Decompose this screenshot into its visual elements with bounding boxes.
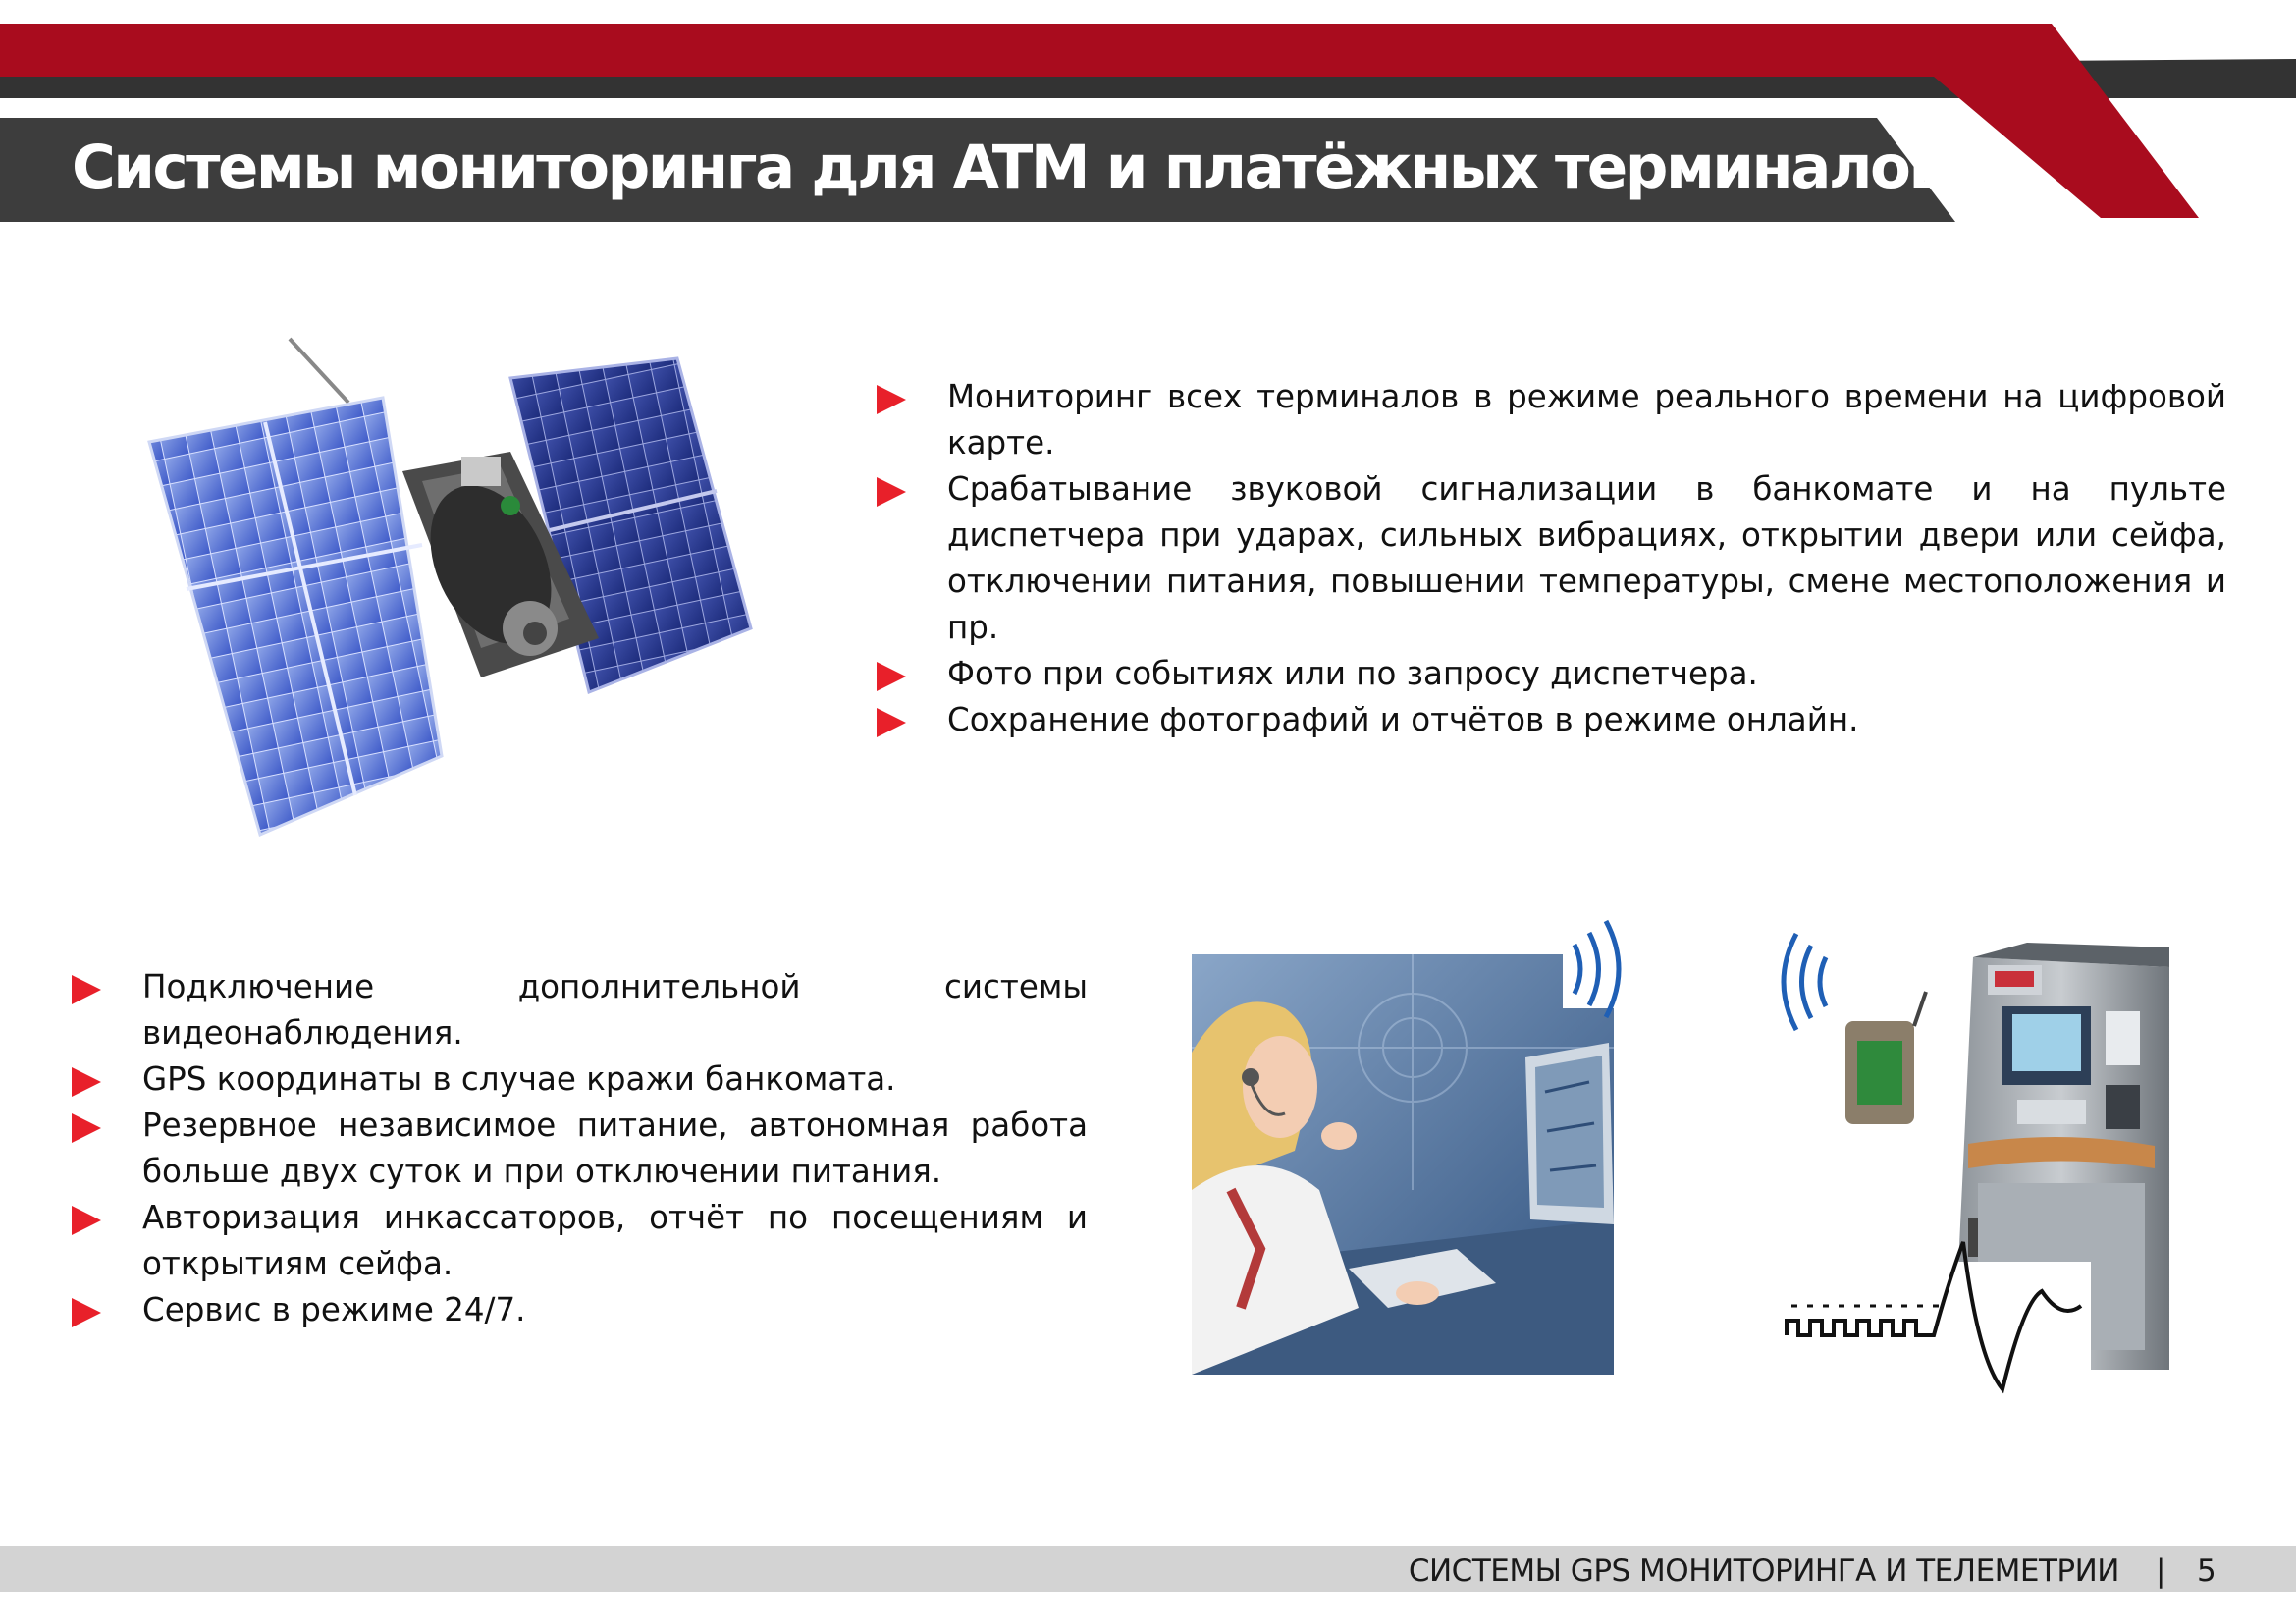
list-item xyxy=(72,1195,1088,1287)
list-item-text: GPS координаты в случае кражи банкомата. xyxy=(142,1060,896,1098)
page-title: Системы мониторинга для ATM и платёжных терминалов xyxy=(72,133,1945,202)
list-item xyxy=(72,964,1088,1056)
operator-image xyxy=(1192,895,1653,1377)
page-number: 5 xyxy=(2197,1553,2216,1589)
list-item-text: Сохранение фотографий и отчётов в режиме онлайн. xyxy=(947,701,1859,738)
bullet-triangle-icon xyxy=(72,1206,101,1235)
footer-separator: | xyxy=(2156,1553,2166,1589)
bullet-triangle-icon xyxy=(877,477,906,507)
list-item xyxy=(877,374,2226,466)
footer-title: СИСТЕМЫ GPS МОНИТОРИНГА И ТЕЛЕМЕТРИИ xyxy=(1408,1553,2119,1589)
bullet-triangle-icon xyxy=(72,1298,101,1327)
list-item-text: Срабатывание звуковой сигнализации в банкомате и на пульте диспетчера при ударах, сильных вибрациях, открытии двери или сейфа, отключении питания, повышении температуры, смене местоположения и пр. xyxy=(947,470,2226,646)
list-item-text: Резервное независимое питание, автономная работа больше двух суток и при отключении питания. xyxy=(142,1107,1088,1190)
gps-tracker-device xyxy=(1845,992,1926,1124)
satellite-image xyxy=(137,334,766,844)
bullet-triangle-icon xyxy=(72,1113,101,1143)
list-item xyxy=(72,1056,1088,1103)
list-item-text: Сервис в режиме 24/7. xyxy=(142,1291,526,1328)
signal-waveform xyxy=(1777,1242,2091,1399)
list-item-text: Авторизация инкассаторов, отчёт по посещениям и открытиям сейфа. xyxy=(142,1199,1088,1282)
top-bullet-list xyxy=(877,374,2226,743)
list-item xyxy=(877,651,2226,697)
list-item-text: Мониторинг всех терминалов в режиме реального времени на цифровой карте. xyxy=(947,378,2226,461)
bullet-triangle-icon xyxy=(72,975,101,1004)
list-item xyxy=(72,1103,1088,1195)
bullet-triangle-icon xyxy=(72,1067,101,1097)
atm-image xyxy=(1767,889,2179,1399)
list-item-text: Фото при событиях или по запросу диспетчера. xyxy=(947,655,1758,692)
list-item xyxy=(72,1287,1088,1333)
wifi-signal-icon xyxy=(1784,934,1826,1030)
bullet-triangle-icon xyxy=(877,662,906,691)
bottom-bullet-list xyxy=(72,964,1088,1333)
list-item xyxy=(877,466,2226,651)
bullet-triangle-icon xyxy=(877,385,906,414)
list-item-text: Подключение дополнительной системы видеонаблюдения. xyxy=(142,968,1088,1052)
monitor xyxy=(1525,1043,1614,1224)
list-item xyxy=(877,697,2226,743)
bullet-triangle-icon xyxy=(877,708,906,737)
